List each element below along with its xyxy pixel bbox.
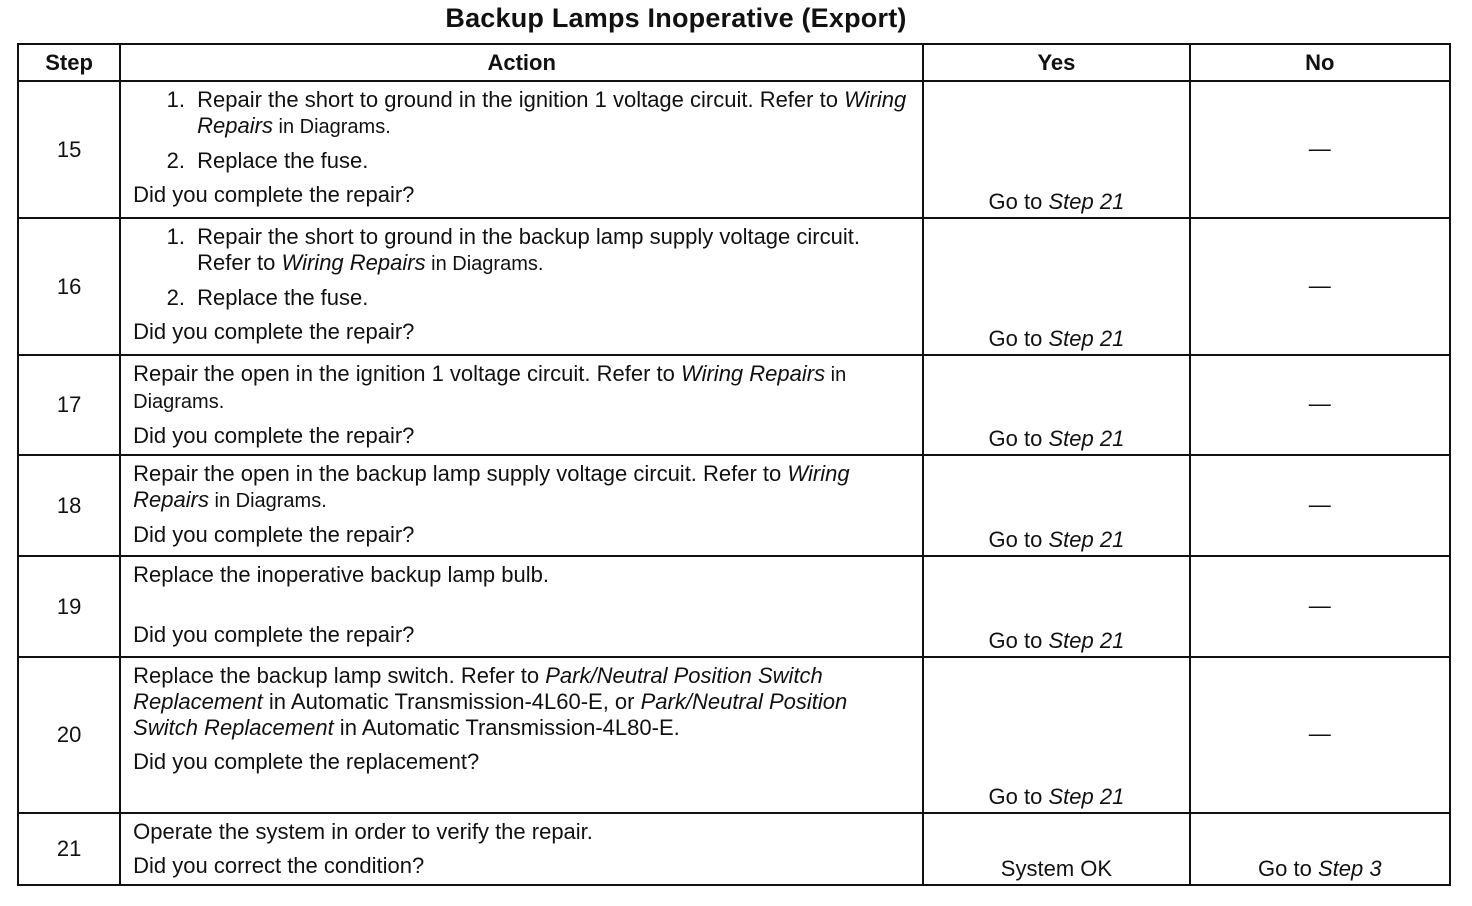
action-step-item: 2. Replace the fuse.	[191, 285, 912, 311]
action-question: Did you complete the repair?	[133, 423, 415, 448]
action-question: Did you complete the repair?	[133, 622, 415, 647]
action-steps	[133, 224, 912, 311]
action-text: Repair the open in the ignition 1 voltage circuit. Refer to Wiring Repairs in Diagrams.	[133, 361, 847, 413]
no-dash: —	[1308, 391, 1331, 416]
no-dash: —	[1308, 592, 1331, 618]
action-question: Did you correct the condition?	[133, 853, 425, 878]
reference-link: Step 21	[1048, 426, 1125, 451]
yes-cell: Go to Step 21	[923, 556, 1189, 657]
reference-link: Step 21	[1048, 784, 1125, 809]
no-cell	[1190, 657, 1450, 813]
no-dash: —	[1308, 491, 1331, 517]
no-dash: —	[1308, 135, 1331, 161]
action-question: Did you complete the repair?	[133, 522, 415, 547]
table-row	[18, 455, 1450, 556]
no-cell	[1190, 218, 1450, 355]
table-header-row	[18, 44, 1450, 81]
header-no: No	[1190, 44, 1450, 81]
step-number: 15	[18, 81, 120, 218]
action-cell	[120, 455, 923, 556]
no-dash: —	[1308, 272, 1331, 298]
step-number: 18	[18, 455, 120, 556]
reference-link: Step 3	[1317, 856, 1382, 881]
table-row	[18, 355, 1450, 455]
action-steps	[133, 87, 912, 174]
reference-link: Step 21	[1048, 527, 1125, 552]
action-step-item: 2. Replace the fuse.	[191, 148, 912, 174]
step-number: 21	[18, 813, 120, 885]
action-cell	[120, 657, 923, 813]
action-cell	[120, 218, 923, 355]
header-yes: Yes	[923, 44, 1189, 81]
reference-link: Park/Neutral Position Switch Replacement	[133, 663, 823, 714]
reference-link: Step 21	[1048, 628, 1125, 653]
header-action: Action	[120, 44, 923, 81]
no-cell	[1190, 556, 1450, 657]
step-number: 19	[18, 556, 120, 657]
no-dash: —	[1308, 721, 1331, 746]
table-row	[18, 81, 1450, 218]
action-step-item: 1. Repair the short to ground in the backup lamp supply voltage circuit. Refer to Wiring Repairs in Diagrams.	[191, 224, 912, 277]
reference-link: Step 21	[1048, 326, 1125, 351]
yes-cell: Go to Step 21	[923, 455, 1189, 556]
yes-cell: Go to Step 21	[923, 81, 1189, 218]
step-number: 20	[18, 657, 120, 813]
reference-link: Wiring Repairs	[133, 461, 850, 512]
reference-link: Step 21	[1048, 189, 1125, 214]
action-cell	[120, 355, 923, 455]
step-number: 17	[18, 355, 120, 455]
no-cell	[1190, 355, 1450, 455]
reference-link: Wiring Repairs	[681, 361, 826, 386]
yes-cell: System OK	[923, 813, 1189, 885]
table-row	[18, 657, 1450, 813]
action-question: Did you complete the repair?	[133, 319, 415, 344]
action-text: Operate the system in order to verify the repair.	[133, 819, 593, 844]
yes-cell: Go to Step 21	[923, 355, 1189, 455]
action-cell	[120, 81, 923, 218]
table-row	[18, 556, 1450, 657]
action-text: Replace the backup lamp switch. Refer to Park/Neutral Position Switch Replacement in Automatic Transmission-4L60-E, or Park/Neutral Position Switch Replacement in Automatic Transmission-4L80-E.	[133, 663, 848, 740]
page-title: Backup Lamps Inoperative (Export)	[445, 3, 907, 33]
diagnostic-table	[17, 43, 1451, 886]
no-cell: Go to Step 3	[1190, 813, 1450, 885]
table-row	[18, 218, 1450, 355]
table-row	[18, 813, 1450, 885]
reference-link: Park/Neutral Position Switch Replacement	[133, 689, 848, 740]
header-step: Step	[18, 44, 120, 81]
action-question: Did you complete the replacement?	[133, 749, 480, 774]
action-cell	[120, 813, 923, 885]
no-cell	[1190, 81, 1450, 218]
reference-link: Wiring Repairs	[197, 87, 907, 138]
step-number: 16	[18, 218, 120, 355]
reference-link: Wiring Repairs	[281, 250, 426, 275]
action-text: Replace the inoperative backup lamp bulb.	[133, 562, 549, 587]
yes-cell: Go to Step 21	[923, 657, 1189, 813]
action-cell	[120, 556, 923, 657]
no-cell	[1190, 455, 1450, 556]
action-text: Repair the open in the backup lamp supply voltage circuit. Refer to Wiring Repairs in Diagrams.	[133, 461, 850, 512]
action-question: Did you complete the repair?	[133, 182, 415, 207]
yes-cell: Go to Step 21	[923, 218, 1189, 355]
action-step-item: 1. Repair the short to ground in the ignition 1 voltage circuit. Refer to Wiring Repairs in Diagrams.	[191, 87, 912, 140]
